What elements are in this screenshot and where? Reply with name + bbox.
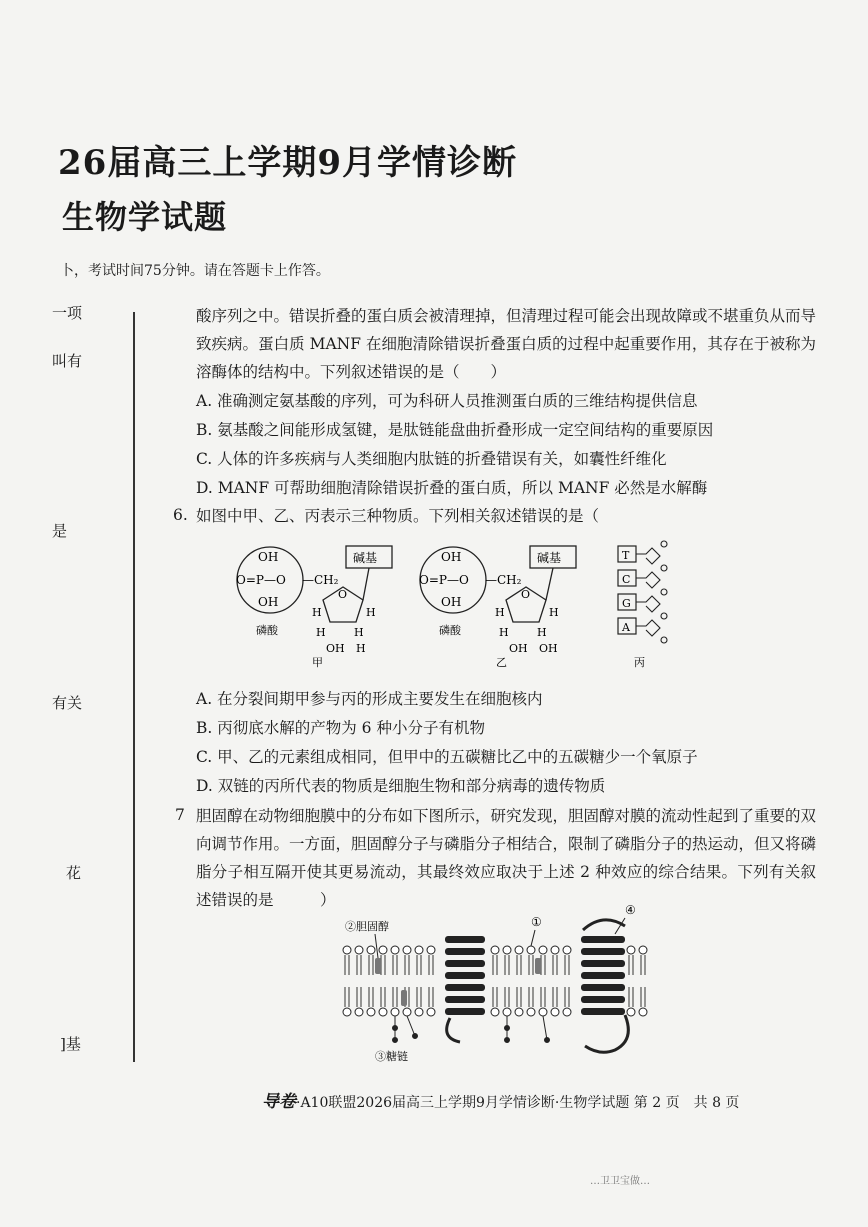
ring-o: O: [521, 588, 531, 601]
oh-label: OH: [509, 642, 528, 655]
h-label: H: [549, 606, 559, 619]
q6-option-c: C. 甲、乙的元素组成相同，但甲中的五碳糖比乙中的五碳糖少一个氧原子: [196, 748, 698, 766]
label-3: ③糖链: [375, 1050, 408, 1063]
exam-title-line1: 26届高三上学期9月学情诊断: [58, 143, 517, 183]
footer-text: ·A10联盟2026届高三上学期9月学情诊断·生物学试题 第 2 页 共 8 页: [296, 1095, 740, 1111]
ch2-label: —CH₂: [302, 573, 339, 587]
h-label: H: [495, 606, 505, 619]
binding-margin-line: [133, 312, 135, 1062]
q5-option-a: A. 准确测定氨基酸的序列，可为科研人员推测蛋白质的三维结构提供信息: [196, 392, 698, 410]
exam-title-line2: 生物学试题: [62, 198, 228, 236]
q6-option-a: A. 在分裂间期甲参与丙的形成主要发生在细胞核内: [196, 690, 543, 708]
label-cholesterol: ②胆固醇: [345, 920, 389, 933]
label-4: ④: [625, 903, 636, 917]
caption-yi: 乙: [496, 656, 507, 669]
h-label: H: [499, 626, 509, 639]
nucleotide-yi: [419, 546, 576, 669]
q5-option-b: B. 氨基酸之间能形成氢键，是肽链能盘曲折叠形成一定空间结构的重要原因: [196, 421, 714, 439]
oh-label: OH: [326, 642, 345, 655]
h-label: H: [537, 626, 547, 639]
phosphate-oh-top: OH: [441, 550, 462, 564]
phosphate-oh-top: OH: [258, 550, 279, 564]
label-1: ①: [531, 915, 542, 929]
margin-fragment: 一项: [52, 304, 83, 322]
base-c: C: [622, 573, 631, 586]
q6-nucleotide-figure: [228, 540, 698, 670]
phosphate-caption: 磷酸: [256, 624, 278, 637]
phosphate-center: O=P—O: [419, 573, 469, 587]
q6-option-d: D. 双链的丙所代表的物质是细胞生物和部分病毒的遗传物质: [196, 777, 606, 795]
exam-note: 卜，考试时间75分钟。请在答题卡上作答。: [60, 263, 330, 279]
margin-fragment: ]基: [60, 1035, 81, 1053]
phosphate-oh-bottom: OH: [441, 595, 462, 609]
phosphate-oh-bottom: OH: [258, 595, 279, 609]
page-footer: [262, 1087, 739, 1112]
base-a: A: [622, 621, 630, 634]
h-label: H: [316, 626, 326, 639]
h-label: H: [366, 606, 376, 619]
phosphate-caption: 磷酸: [439, 624, 461, 637]
margin-fragment: 叫有: [52, 352, 83, 370]
q5-option-c: C. 人体的许多疾病与人类细胞内肽链的折叠错误有关，如囊性纤维化: [196, 450, 667, 468]
base-t: T: [622, 549, 630, 562]
membrane-protein-1: [445, 936, 485, 1042]
h-label: H: [356, 642, 366, 655]
q6-option-b: B. 丙彻底水解的产物为 6 种小分子有机物: [196, 719, 485, 737]
q6-stem: 如图中甲、乙、丙表示三种物质。下列相关叙述错误的是（: [196, 507, 600, 525]
membrane-protein-4: [581, 918, 628, 1052]
base-label: 碱基: [537, 551, 562, 565]
ch2-label: —CH₂: [485, 573, 522, 587]
q6-number: 6.: [173, 506, 188, 524]
margin-fragment: 是: [52, 522, 68, 540]
ring-o: O: [338, 588, 348, 601]
margin-fragment: 花: [66, 864, 82, 882]
h-label: H: [354, 626, 364, 639]
q5-stem: 酸序列之中。错误折叠的蛋白质会被清理掉，但清理过程可能会出现故障或不堪重负从而导致疾病。蛋白质 MANF 在细胞清除错误折叠蛋白质的过程中起重要作用，其存在于被称为溶酶体的结构中。下列叙述错误的是（ ）: [196, 307, 817, 381]
phosphate-center: O=P—O: [236, 573, 286, 587]
caption-jia: 甲: [312, 656, 323, 669]
h-label: H: [312, 606, 322, 619]
q7-number: 7: [175, 806, 185, 824]
caption-bing: 丙: [634, 656, 645, 669]
margin-fragment: 有关: [52, 694, 83, 712]
nucleotide-jia: [236, 546, 392, 669]
oh-label: OH: [539, 642, 558, 655]
footer-brand: 导卷: [262, 1092, 296, 1112]
q7-membrane-figure: [335, 900, 655, 1065]
dna-strand-bing: [618, 541, 667, 669]
q5-option-d: D. MANF 可帮助细胞清除错误折叠的蛋白质，所以 MANF 必然是水解酶: [196, 479, 708, 497]
bottom-smudge: …卫卫宝做…: [590, 1176, 650, 1187]
q7-stem: 胆固醇在动物细胞膜中的分布如下图所示，研究发现，胆固醇对膜的流动性起到了重要的双向调节作用。一方面，胆固醇分子与磷脂分子相结合，限制了磷脂分子的热运动，但又将磷脂分子相互隔开使其更易流动，其最终效应取决于上述 2 种效应的综合结果。下列有关叙述错误的是 ）: [196, 807, 817, 909]
base-g: G: [622, 597, 631, 610]
base-label: 碱基: [353, 551, 378, 565]
